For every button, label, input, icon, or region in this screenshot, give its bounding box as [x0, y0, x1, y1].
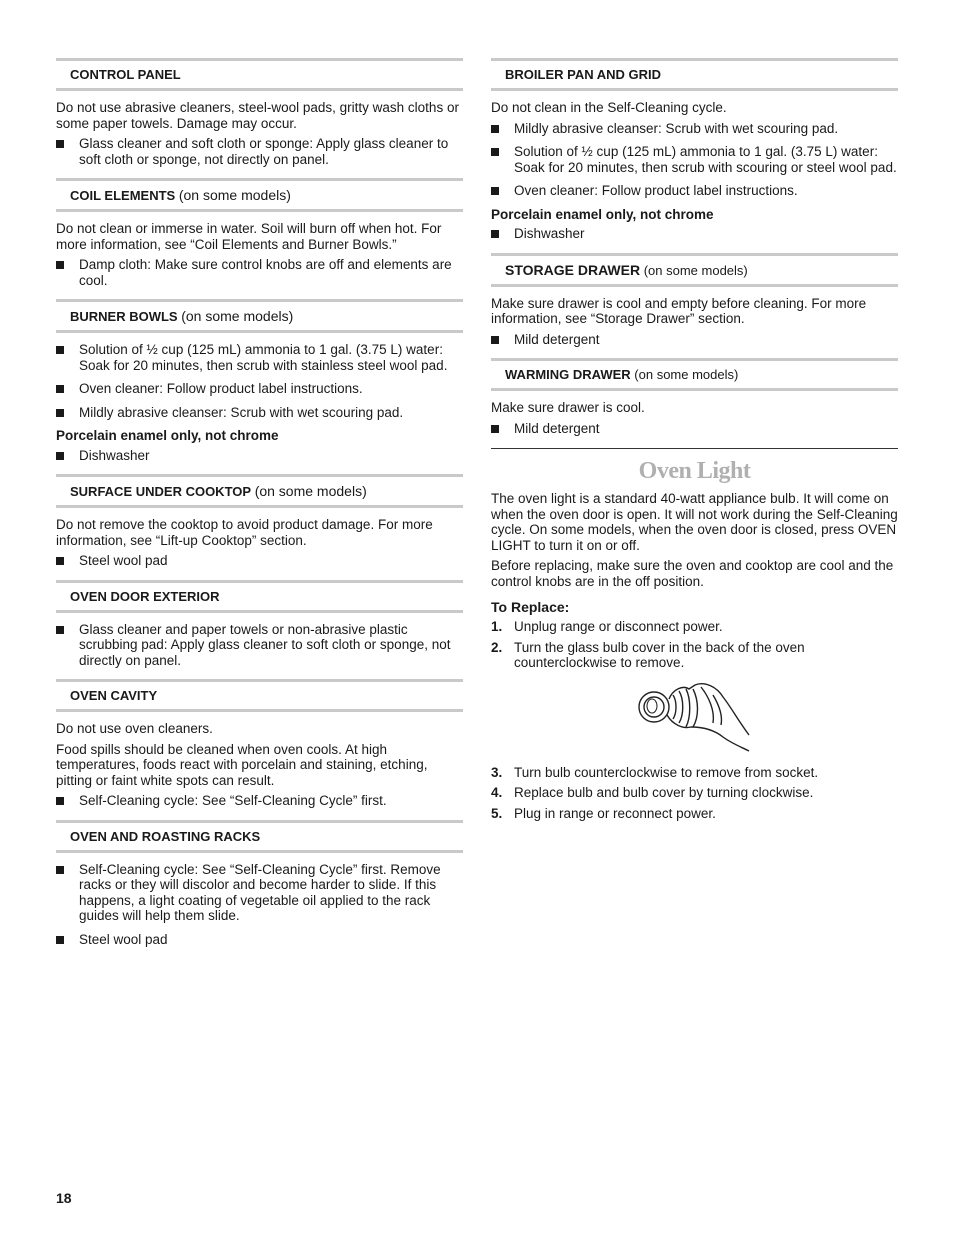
step-text: Replace bulb and bulb cover by turning clockwise.: [514, 785, 814, 800]
to-replace-heading: To Replace:: [491, 599, 570, 615]
oven-light-paragraph: The oven light is a standard 40-watt appliance bulb. It will come on when the oven door is open. It will not work during the Self-Cleaning cycle. On some models, when the oven door is closed, press OVEN LIGHT to turn it on or off.: [491, 491, 898, 553]
step-item: [491, 619, 898, 635]
bullet-list: [56, 342, 463, 420]
heading-title: BROILER PAN AND GRID: [505, 67, 661, 82]
page-number: 18: [56, 1190, 72, 1206]
heading-qualifier: (on some models): [634, 367, 739, 382]
control-panel-section: [56, 58, 463, 167]
bullet-list: [56, 622, 463, 669]
bullet-list: [491, 226, 898, 242]
section-heading: [56, 474, 463, 508]
step-text: Turn the glass bulb cover in the back of the oven counterclockwise to remove.: [514, 639, 805, 670]
step-item: [491, 785, 898, 801]
section-heading: [491, 58, 898, 91]
heading-title: CONTROL PANEL: [70, 67, 181, 82]
list-item: Damp cloth: Make sure control knobs are off and elements are cool.: [56, 257, 463, 288]
heading-title: OVEN DOOR EXTERIOR: [70, 588, 220, 604]
heading-title: SURFACE UNDER COOKTOP: [70, 484, 252, 499]
porcelain-label: Porcelain enamel only, not chrome: [56, 428, 279, 443]
list-item: Dishwasher: [56, 448, 463, 464]
bullet-list: [491, 332, 898, 348]
heading-title: WARMING DRAWER: [505, 367, 631, 382]
porcelain-label: Porcelain enamel only, not chrome: [491, 206, 714, 222]
step-text: Unplug range or disconnect power.: [514, 619, 723, 634]
heading-title: OVEN AND ROASTING RACKS: [70, 828, 261, 844]
heading-title: OVEN CAVITY: [70, 688, 158, 703]
section-intro: Do not clean or immerse in water. Soil will burn off when hot. For more information, see “Coil Elements and Burner Bowls.”: [56, 221, 442, 252]
oven-racks-section: [56, 820, 463, 948]
oven-cavity-section: [56, 679, 463, 809]
bullet-list: [56, 862, 463, 948]
oven-light-paragraph: Before replacing, make sure the oven and cooktop are cool and the control knobs are in the off position.: [491, 558, 894, 589]
section-heading: [56, 820, 463, 853]
step-number: 3.: [491, 764, 503, 780]
step-number: 1.: [491, 619, 503, 634]
left-column: [56, 58, 463, 958]
section-intro: Do not remove the cooktop to avoid product damage. For more information, see “Lift-up Cooktop” section.: [56, 517, 433, 548]
divider: [491, 448, 898, 449]
steps-list: [491, 619, 898, 671]
list-item: Glass cleaner and soft cloth or sponge: Apply glass cleaner to soft cloth or sponge, not directly on panel.: [56, 136, 463, 167]
bulb-illustration: [491, 677, 898, 757]
section-heading: [56, 58, 463, 91]
step-number: 4.: [491, 785, 503, 800]
section-heading: [56, 580, 463, 613]
section-intro: Do not use oven cleaners.: [56, 721, 213, 736]
list-item: Oven cleaner: Follow product label instructions.: [56, 381, 463, 397]
list-item: Mildly abrasive cleanser: Scrub with wet scouring pad.: [56, 405, 463, 421]
list-item: Solution of ½ cup (125 mL) ammonia to 1 gal. (3.75 L) water: Soak for 20 minutes, then scrub with stainless steel wool pad.: [56, 342, 463, 373]
list-item: Self-Cleaning cycle: See “Self-Cleaning Cycle” first.: [56, 793, 463, 809]
list-item: Dishwasher: [491, 226, 898, 242]
burner-bowls-section: [56, 299, 463, 463]
heading-qualifier: (on some models): [643, 262, 748, 278]
step-item: [491, 765, 898, 781]
warming-drawer-section: [491, 358, 898, 436]
heading-title: BURNER BOWLS: [70, 309, 178, 324]
bullet-list: [491, 121, 898, 199]
oven-door-exterior-section: [56, 580, 463, 669]
heading-qualifier: (on some models): [254, 483, 367, 499]
list-item: Glass cleaner and paper towels or non-abrasive plastic scrubbing pad: Apply glass cleaner to soft cloth or sponge, not directly on panel.: [56, 622, 463, 669]
step-item: [491, 640, 898, 671]
bullet-list: [56, 136, 463, 167]
heading-qualifier: (on some models): [181, 308, 294, 324]
step-item: [491, 806, 898, 822]
section-intro: Make sure drawer is cool and empty before cleaning. For more information, see “Storage Drawer” section.: [491, 295, 867, 326]
oven-light-section: [491, 457, 898, 821]
step-number: 5.: [491, 805, 503, 821]
surface-under-cooktop-section: [56, 474, 463, 569]
section-heading: [56, 299, 463, 333]
list-item: Mildly abrasive cleanser: Scrub with wet scouring pad.: [491, 121, 898, 137]
list-item: Steel wool pad: [56, 932, 463, 948]
list-item: Steel wool pad: [56, 553, 463, 569]
section-intro: Do not clean in the Self-Cleaning cycle.: [491, 100, 727, 115]
bullet-list: [56, 257, 463, 288]
section-heading: [56, 178, 463, 212]
hand-turning-bulb-icon: [491, 677, 898, 757]
page-title: Oven Light: [638, 458, 751, 484]
bullet-list: [56, 793, 463, 809]
bullet-list: [56, 448, 463, 464]
coil-elements-section: [56, 178, 463, 288]
section-heading: [491, 358, 898, 391]
list-item: Self-Cleaning cycle: See “Self-Cleaning Cycle” first. Remove racks or they will discolor and become harder to slide. If this happens, a light coating of vegetable oil applied to the rack guides will help them slide.: [56, 862, 463, 924]
section-intro-2: Food spills should be cleaned when oven cools. At high temperatures, foods react with porcelain and staining, etching, pitting or faint white spots can result.: [56, 741, 428, 788]
section-heading: [56, 679, 463, 712]
list-item: Mild detergent: [491, 332, 898, 348]
bullet-list: [491, 421, 898, 437]
storage-drawer-section: [491, 253, 898, 348]
heading-title: COIL ELEMENTS: [70, 188, 176, 203]
section-intro: Make sure drawer is cool.: [491, 400, 645, 415]
list-item: Oven cleaner: Follow product label instructions.: [491, 183, 898, 199]
list-item: Solution of ½ cup (125 mL) ammonia to 1 gal. (3.75 L) water: Soak for 20 minutes, then scrub with scouring or steel wool pad.: [491, 144, 898, 175]
list-item: Mild detergent: [491, 421, 898, 437]
broiler-pan-section: [491, 58, 898, 242]
step-text: Plug in range or reconnect power.: [514, 805, 716, 821]
bullet-list: [56, 553, 463, 569]
steps-list: [491, 765, 898, 822]
heading-title: STORAGE DRAWER: [505, 261, 641, 278]
step-text: Turn bulb counterclockwise to remove from socket.: [514, 764, 819, 780]
step-number: 2.: [491, 639, 503, 655]
heading-qualifier: (on some models): [178, 187, 291, 203]
section-heading: [491, 253, 898, 287]
section-intro: Do not use abrasive cleaners, steel-wool pads, gritty wash cloths or some paper towels. Damage may occur.: [56, 100, 459, 131]
right-column: [491, 58, 898, 826]
